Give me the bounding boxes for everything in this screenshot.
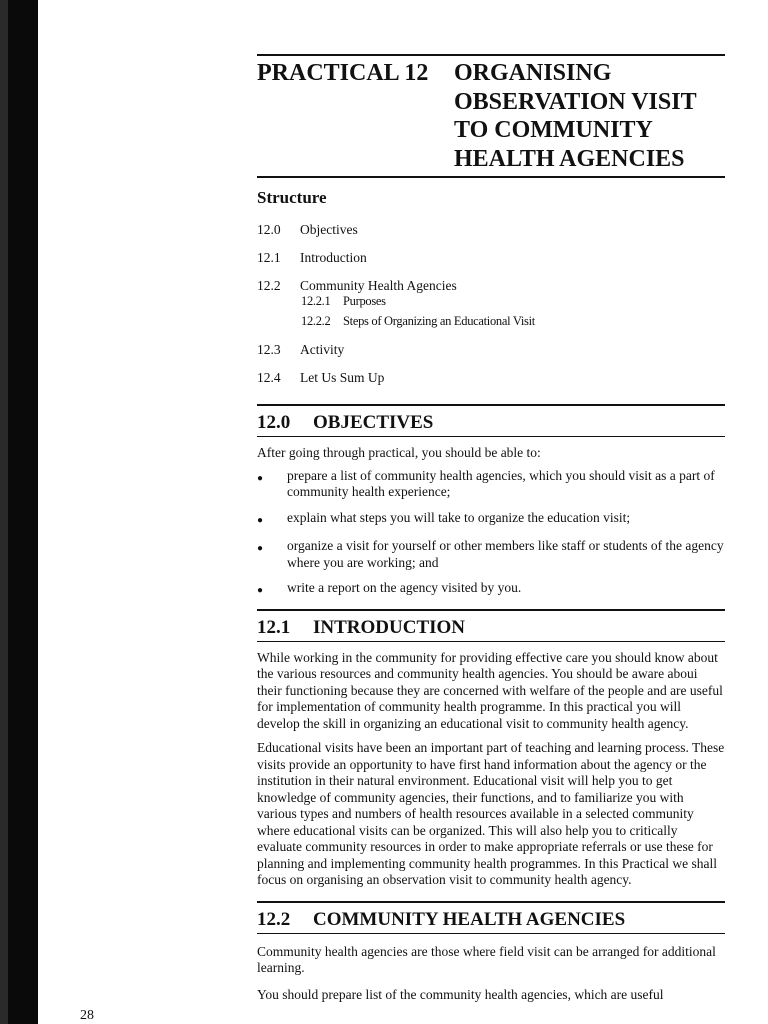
introduction-section — [257, 609, 725, 889]
objectives-intro: After going through practical, you should be able to: — [257, 445, 541, 460]
paragraph: You should prepare list of the community health agencies, which are useful — [257, 986, 664, 1002]
toc-label: Let Us Sum Up — [300, 370, 385, 385]
toc-subitem-number: 12.2.1 — [301, 294, 331, 308]
book-spine-edge — [0, 0, 8, 1024]
toc-number: 12.0 — [257, 222, 281, 237]
title-line: ORGANISING — [454, 60, 612, 86]
toc-label: Activity — [300, 342, 345, 357]
section-heading — [257, 611, 725, 641]
objectives-list — [257, 468, 725, 600]
title-line: OBSERVATION VISIT — [454, 88, 697, 115]
toc-number: 12.4 — [257, 370, 281, 385]
list-item-text: prepare a list of community health agencies, which you should visit as a part of community health experience; — [287, 467, 715, 499]
title-prefix: PRACTICAL 12 — [257, 60, 429, 86]
section-bottom-rule — [257, 436, 725, 437]
section-title: OBJECTIVES — [313, 412, 434, 433]
list-item-text: explain what steps you will take to organize the education visit; — [287, 509, 631, 525]
toc-number: 12.1 — [257, 250, 281, 265]
paragraph: Educational visits have been an important part of teaching and learning process. These visits provide an opportunity to have first hand information about the agency or the institution in their natural environment. Educational visit will help you to get knowledge of community agencies, their functions, and to familiarize you with various types and numbers of health resources available in a selected community where educational visits can be organized. This will also help you to critically evaluate community resources in order to make appropriate referrals or use these for planning and implementing community health programmes. In this Practical we shall focus on organising an observation visit to community health agency. — [257, 740, 725, 887]
list-item — [257, 510, 725, 530]
agencies-section — [257, 901, 725, 1004]
title-line: HEALTH AGENCIES — [454, 145, 685, 172]
page-number: 28 — [80, 1008, 94, 1023]
toc-item — [257, 370, 725, 398]
toc-label: Community Health Agencies — [300, 278, 457, 293]
toc-subitems — [257, 294, 725, 334]
list-item — [257, 468, 725, 501]
title-main — [454, 59, 697, 173]
section-number: 12.2 — [257, 908, 291, 930]
toc-number: 12.2 — [257, 278, 281, 293]
section-title: INTRODUCTION — [313, 616, 466, 638]
toc-item — [257, 278, 725, 294]
table-of-contents — [257, 222, 725, 398]
toc-item — [257, 342, 725, 370]
toc-subitem-number: 12.2.2 — [301, 314, 331, 328]
toc-subitem — [257, 294, 725, 314]
list-item — [257, 538, 725, 571]
section-heading — [257, 406, 725, 436]
bullet-icon: ● — [257, 472, 264, 484]
title-bottom-rule — [257, 176, 725, 178]
section-number: 12.1 — [257, 616, 291, 638]
list-item-text: write a report on the agency visited by you. — [287, 580, 522, 595]
list-item-text: organize a visit for yourself or other members like staff or students of the agency where you are working; and — [287, 538, 724, 570]
toc-subitem-label: Steps of Organizing an Educational Visit — [343, 314, 535, 328]
section-bottom-rule — [257, 933, 725, 934]
section-title: COMMUNITY HEALTH AGENCIES — [313, 908, 626, 930]
title-line: TO COMMUNITY — [454, 117, 653, 143]
list-item — [257, 580, 725, 600]
bullet-icon: ● — [257, 585, 264, 596]
toc-label: Introduction — [300, 250, 367, 265]
paragraph: While working in the community for providing effective care you should know about the various resources and community health agencies. You should be aware aboui their functioning because they are concerned with welfare of the people and are useful for implementation of community health programme. In this practical you will develop the skill in organizing an educational visit to community health agency. — [257, 649, 723, 731]
toc-number: 12.3 — [257, 342, 281, 357]
paragraph: Community health agencies are those where field visit can be arranged for additional learning. — [257, 943, 716, 975]
toc-subitem — [257, 314, 725, 334]
page-content — [257, 54, 725, 1003]
section-heading — [257, 903, 725, 933]
structure-heading: Structure — [257, 188, 327, 207]
toc-item — [257, 250, 725, 278]
bullet-icon: ● — [257, 514, 264, 526]
section-bottom-rule — [257, 641, 725, 642]
toc-subitem-label: Purposes — [343, 294, 386, 308]
bullet-icon: ● — [257, 543, 264, 554]
section-number: 12.0 — [257, 412, 291, 433]
page-title — [257, 56, 725, 176]
toc-item — [257, 222, 725, 250]
objectives-section — [257, 404, 725, 600]
toc-label: Objectives — [300, 222, 358, 237]
